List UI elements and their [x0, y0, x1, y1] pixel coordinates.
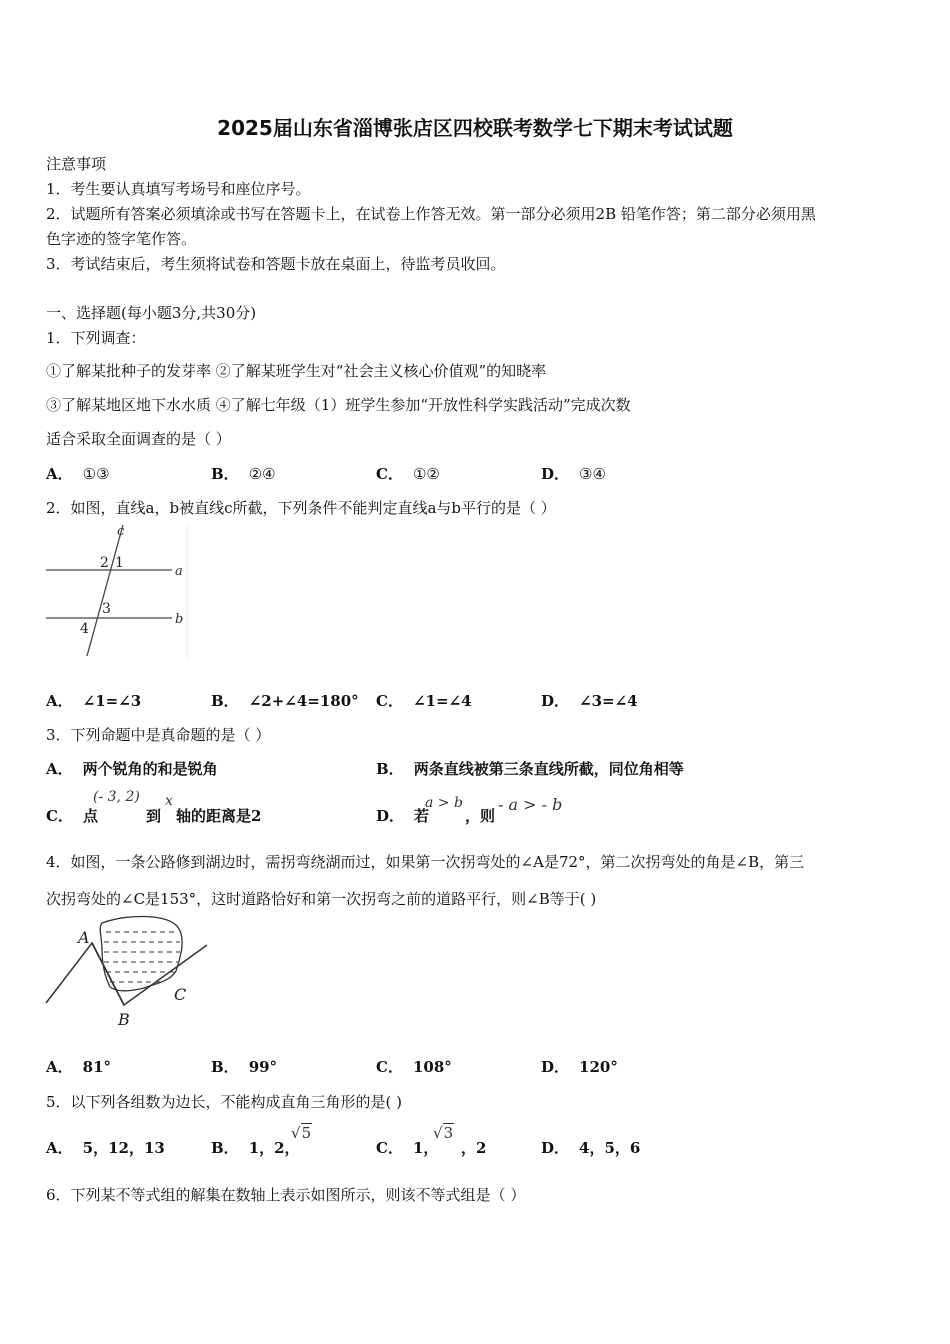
- q1-option-a: A． ①③: [46, 465, 110, 483]
- label-a: a: [175, 564, 183, 579]
- q3-d-cond-math: a > b: [425, 795, 463, 811]
- q1-option-b: B． ②④: [211, 465, 276, 483]
- q2-option-d: D． ∠3=∠4: [541, 692, 638, 710]
- q2-stem: 2．如图，直线a，b被直线c所截，下列条件不能判定直线a与b平行的是（ ）: [46, 499, 556, 517]
- q3-c-point-math: (- 3, 2): [93, 789, 140, 805]
- q3-option-c-text: C． 点: [46, 807, 98, 825]
- q1-line1: ①了解某批种子的发芽率 ②了解某班学生对“社会主义核心价值观”的知晓率: [46, 362, 547, 380]
- notice-item: 3．考试结束后，考生须将试卷和答题卡放在桌面上，待监考员收回。: [46, 255, 506, 273]
- q2-option-c: C． ∠1=∠4: [376, 692, 472, 710]
- q4-line2: 次拐弯处的∠C是153°，这时道路恰好和第一次拐弯之前的道路平行，则∠B等于( ): [46, 890, 597, 908]
- q4-option-a: A． 81°: [46, 1058, 112, 1076]
- q3-c-axis-math: x: [165, 793, 173, 809]
- q3-d-text2: ，则: [465, 807, 496, 825]
- notice-item: 色字迹的签字笔作答。: [46, 230, 197, 248]
- label-2: 2: [100, 555, 109, 571]
- section-heading: 一、选择题(每小题3分,共30分): [46, 304, 257, 322]
- q5-option-b: B． 1，2，: [211, 1139, 300, 1157]
- notice-item: 1．考生要认真填写考场号和座位序号。: [46, 180, 311, 198]
- q2-option-a: A． ∠1=∠3: [46, 692, 142, 710]
- q6-stem: 6．下列某不等式组的解集在数轴上表示如图所示，则该不等式组是（ ）: [46, 1186, 526, 1204]
- q1-option-c: C． ①②: [376, 465, 440, 483]
- notice-item: 2．试题所有答案必须填涂或书写在答题卡上，在试卷上作答无效。第一部分必须用2B 铅笔作答；第二部分必须用黑: [46, 205, 816, 223]
- label-B: B: [118, 1010, 130, 1029]
- label-4: 4: [80, 621, 89, 637]
- q3-c-text2: 到: [146, 807, 162, 825]
- q3-option-d-text: D． 若: [376, 807, 430, 825]
- q3-c-text3: 轴的距离是2: [176, 807, 262, 825]
- page-title: 2025届山东省淄博张店区四校联考数学七下期末考试试题: [217, 116, 733, 140]
- q1-line3: 适合采取全面调查的是（ ）: [46, 430, 231, 448]
- q5-b-sqrt: √5: [291, 1124, 312, 1142]
- notice-heading: 注意事项: [46, 155, 107, 173]
- q1-stem: 1．下列调查：: [46, 329, 146, 347]
- label-1: 1: [115, 555, 124, 571]
- q5-option-a: A． 5，12，13: [46, 1139, 165, 1157]
- q4-option-c: C． 108°: [376, 1058, 452, 1076]
- label-C: C: [174, 985, 187, 1004]
- q5-option-d: D． 4，5，6: [541, 1139, 641, 1157]
- q5-c-sqrt: √3: [433, 1124, 454, 1142]
- q3-option-b: B． 两条直线被第三条直线所截，同位角相等: [376, 760, 684, 778]
- lake-outline: [100, 917, 182, 991]
- label-b: b: [175, 612, 184, 627]
- q2-figure-parallel-lines: [44, 523, 189, 661]
- q5-c-tail: ，2: [461, 1139, 487, 1157]
- q3-option-a: A． 两个锐角的和是锐角: [46, 760, 218, 778]
- q2-option-b: B． ∠2+∠4=180°: [211, 692, 359, 710]
- q1-line2: ③了解某地区地下水水质 ④了解七年级（1）班学生参加“开放性科学实践活动”完成次数: [46, 396, 631, 414]
- q3-stem: 3．下列命题中是真命题的是（ ）: [46, 726, 271, 744]
- q4-line1: 4．如图，一条公路修到湖边时，需拐弯绕湖而过，如果第一次拐弯处的∠A是72°，第二次拐弯处的角是∠B，第三: [46, 853, 805, 871]
- label-3: 3: [102, 601, 111, 617]
- q5-option-c: C． 1，: [376, 1139, 439, 1157]
- q5-stem: 5．以下列各组数为边长，不能构成直角三角形的是( ): [46, 1093, 403, 1111]
- q4-option-d: D． 120°: [541, 1058, 618, 1076]
- q3-d-result-math: - a > - b: [498, 795, 563, 814]
- label-A: A: [78, 928, 90, 947]
- q4-option-b: B． 99°: [211, 1058, 278, 1076]
- q1-option-d: D． ③④: [541, 465, 606, 483]
- q4-figure-lake-road: [44, 913, 219, 1033]
- label-c: c: [117, 524, 125, 539]
